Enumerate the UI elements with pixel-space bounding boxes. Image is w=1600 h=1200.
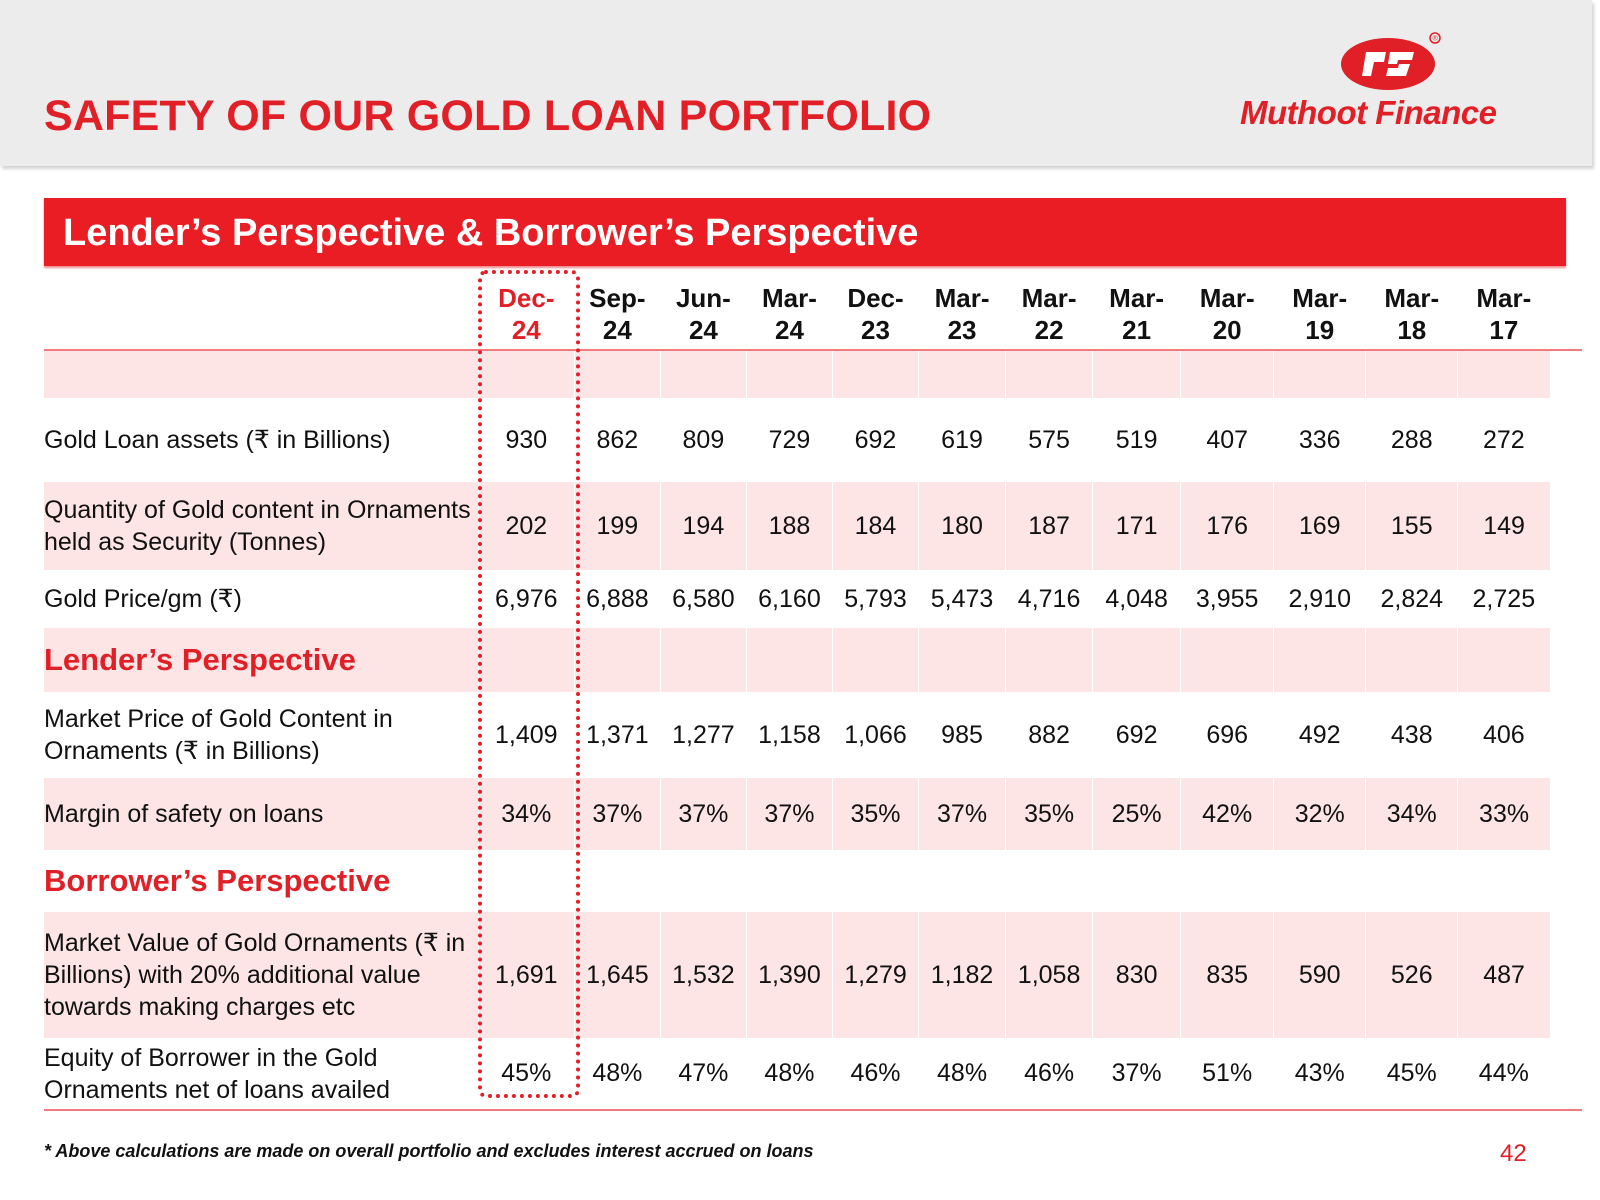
table-cell: 51% <box>1181 1038 1274 1110</box>
table-cell: 48% <box>746 1038 832 1110</box>
column-header-mar-22: Mar- 22 <box>1006 278 1093 350</box>
table-cell: 2,824 <box>1380 584 1444 613</box>
table-cell: 1,371 <box>586 720 649 749</box>
table-cell: 407 <box>1206 425 1249 454</box>
table-cell: 1,277 <box>672 720 735 749</box>
table-row <box>44 398 1582 482</box>
gold-portfolio-table <box>44 278 1582 1111</box>
column-header-mar-17: Mar- 17 <box>1458 278 1550 350</box>
footnote: * Above calculations are made on overall portfolio and excludes interest accrued on loans <box>44 1141 814 1161</box>
table-cell: 187 <box>1006 482 1093 570</box>
table-cell: 47% <box>660 1038 746 1110</box>
table-cell: 696 <box>1206 720 1249 749</box>
column-header-mar-24: Mar- 24 <box>746 278 832 350</box>
table-cell: 45% <box>478 1038 574 1110</box>
table-cell: 1,158 <box>758 720 821 749</box>
table-cell: 34% <box>1366 778 1458 850</box>
table-cell: 862 <box>596 425 639 454</box>
table-cell: 194 <box>660 482 746 570</box>
column-header-mar-23: Mar- 23 <box>919 278 1006 350</box>
logo-registered-mark: ® <box>1432 35 1438 43</box>
table-cell: 169 <box>1274 482 1366 570</box>
table-cell: 188 <box>746 482 832 570</box>
column-header-dec-24: Dec- 24 <box>478 278 574 350</box>
table-cell: 619 <box>941 425 983 454</box>
table-cell: 4,048 <box>1105 584 1168 613</box>
table-cell: 1,691 <box>478 912 574 1038</box>
row-label-margin-of-safety: Margin of safety on loans <box>44 778 478 850</box>
company-logo <box>1240 32 1570 137</box>
table-cell: 692 <box>1115 720 1158 749</box>
logo-emblem-icon <box>1340 32 1444 92</box>
table-cell: 406 <box>1482 720 1525 749</box>
table-cell: 155 <box>1366 482 1458 570</box>
header-blank <box>44 278 478 350</box>
table-cell: 45% <box>1366 1038 1458 1110</box>
table-cell: 6,888 <box>586 584 649 613</box>
table-cell: 149 <box>1458 482 1550 570</box>
table-cell: 46% <box>1006 1038 1093 1110</box>
table-cell: 171 <box>1093 482 1181 570</box>
table-cell: 35% <box>832 778 918 850</box>
table-cell: 37% <box>746 778 832 850</box>
table-cell: 199 <box>574 482 660 570</box>
column-header-mar-20: Mar- 20 <box>1181 278 1274 350</box>
table-cell: 202 <box>478 482 574 570</box>
table-cell: 6,160 <box>758 584 821 613</box>
table-cell: 33% <box>1458 778 1550 850</box>
table-cell: 492 <box>1298 720 1341 749</box>
table-cell: 180 <box>919 482 1006 570</box>
table-cell: 1,182 <box>919 912 1006 1038</box>
column-header-mar-19: Mar- 19 <box>1274 278 1366 350</box>
table-row <box>44 778 1582 850</box>
column-header-mar-21: Mar- 21 <box>1093 278 1181 350</box>
table-row <box>44 1038 1582 1110</box>
table-cell: 43% <box>1274 1038 1366 1110</box>
logo-text: Muthoot Finance <box>1240 94 1497 131</box>
table-cell: 1,645 <box>574 912 660 1038</box>
table-cell: 288 <box>1390 425 1433 454</box>
table-cell: 272 <box>1482 425 1525 454</box>
table-cell: 44% <box>1458 1038 1550 1110</box>
table-cell: 37% <box>574 778 660 850</box>
table-cell: 3,955 <box>1195 584 1259 613</box>
row-label-gold-loan-assets: Gold Loan assets (₹ in Billions) <box>44 426 391 454</box>
table-row <box>44 692 1582 778</box>
table-cell: 5,473 <box>930 584 994 613</box>
table-cell: 37% <box>660 778 746 850</box>
page-title: SAFETY OF OUR GOLD LOAN PORTFOLIO <box>44 92 932 140</box>
section-heading-lender: Lender’s Perspective <box>44 628 478 692</box>
table-header-row <box>44 278 1582 350</box>
table-cell: 692 <box>854 425 897 454</box>
table-cell: 32% <box>1274 778 1366 850</box>
table-cell: 25% <box>1093 778 1181 850</box>
table-cell: 1,066 <box>844 720 907 749</box>
table-cell: 184 <box>832 482 918 570</box>
table-cell: 5,793 <box>844 584 907 613</box>
table-cell: 1,390 <box>746 912 832 1038</box>
page-number: 42 <box>1500 1140 1527 1167</box>
column-header-mar-18: Mar- 18 <box>1366 278 1458 350</box>
row-label-gold-quantity: Quantity of Gold content in Ornaments held as Security (Tonnes) <box>44 482 478 570</box>
table-cell: 985 <box>941 720 983 749</box>
table-cell: 729 <box>768 425 811 454</box>
table-cell: 930 <box>505 425 548 454</box>
section-row-lender <box>44 628 1582 692</box>
section-row-borrower <box>44 850 1582 912</box>
table-cell: 37% <box>919 778 1006 850</box>
table-cell: 590 <box>1274 912 1366 1038</box>
spacer-row <box>44 350 1582 398</box>
table-cell: 487 <box>1458 912 1550 1038</box>
table-cell: 1,532 <box>660 912 746 1038</box>
table-cell: 519 <box>1115 425 1158 454</box>
table-cell: 34% <box>478 778 574 850</box>
table-cell: 1,058 <box>1006 912 1093 1038</box>
table-cell: 882 <box>1028 720 1070 749</box>
column-header-jun-24: Jun- 24 <box>660 278 746 350</box>
table-cell: 176 <box>1181 482 1274 570</box>
table-cell: 42% <box>1181 778 1274 850</box>
table-cell: 4,716 <box>1017 584 1081 613</box>
row-label-equity-of-borrower: Equity of Borrower in the Gold Ornaments net of loans availed <box>44 1038 478 1110</box>
table-cell: 438 <box>1390 720 1433 749</box>
table-cell: 37% <box>1093 1038 1181 1110</box>
table-cell: 2,910 <box>1288 584 1351 613</box>
table-cell: 1,409 <box>495 720 558 749</box>
table-row <box>44 912 1582 1038</box>
table-cell: 809 <box>682 425 725 454</box>
table-row <box>44 570 1582 628</box>
table-cell: 526 <box>1366 912 1458 1038</box>
table-cell: 2,725 <box>1472 584 1536 613</box>
banner-title: Lender’s Perspective & Borrower’s Perspective <box>63 212 919 254</box>
table-cell: 46% <box>832 1038 918 1110</box>
table-cell: 48% <box>919 1038 1006 1110</box>
section-heading-borrower: Borrower’s Perspective <box>44 863 391 898</box>
table-cell: 35% <box>1006 778 1093 850</box>
section-banner <box>44 198 1566 266</box>
table-cell: 830 <box>1093 912 1181 1038</box>
column-header-dec-23: Dec- 23 <box>832 278 918 350</box>
row-label-market-value: Market Value of Gold Ornaments (₹ in Billions) with 20% additional value towards making charges etc <box>44 912 478 1038</box>
row-label-gold-price: Gold Price/gm (₹) <box>44 585 242 613</box>
table-cell: 1,279 <box>832 912 918 1038</box>
row-label-market-price: Market Price of Gold Content in Ornaments (₹ in Billions) <box>44 705 393 765</box>
table-cell: 6,976 <box>495 584 558 613</box>
table-cell: 835 <box>1181 912 1274 1038</box>
table-cell: 336 <box>1298 425 1341 454</box>
table-row <box>44 482 1582 570</box>
table-cell: 6,580 <box>672 584 735 613</box>
table-cell: 48% <box>574 1038 660 1110</box>
table-cell: 575 <box>1028 425 1070 454</box>
column-header-sep-24: Sep- 24 <box>574 278 660 350</box>
